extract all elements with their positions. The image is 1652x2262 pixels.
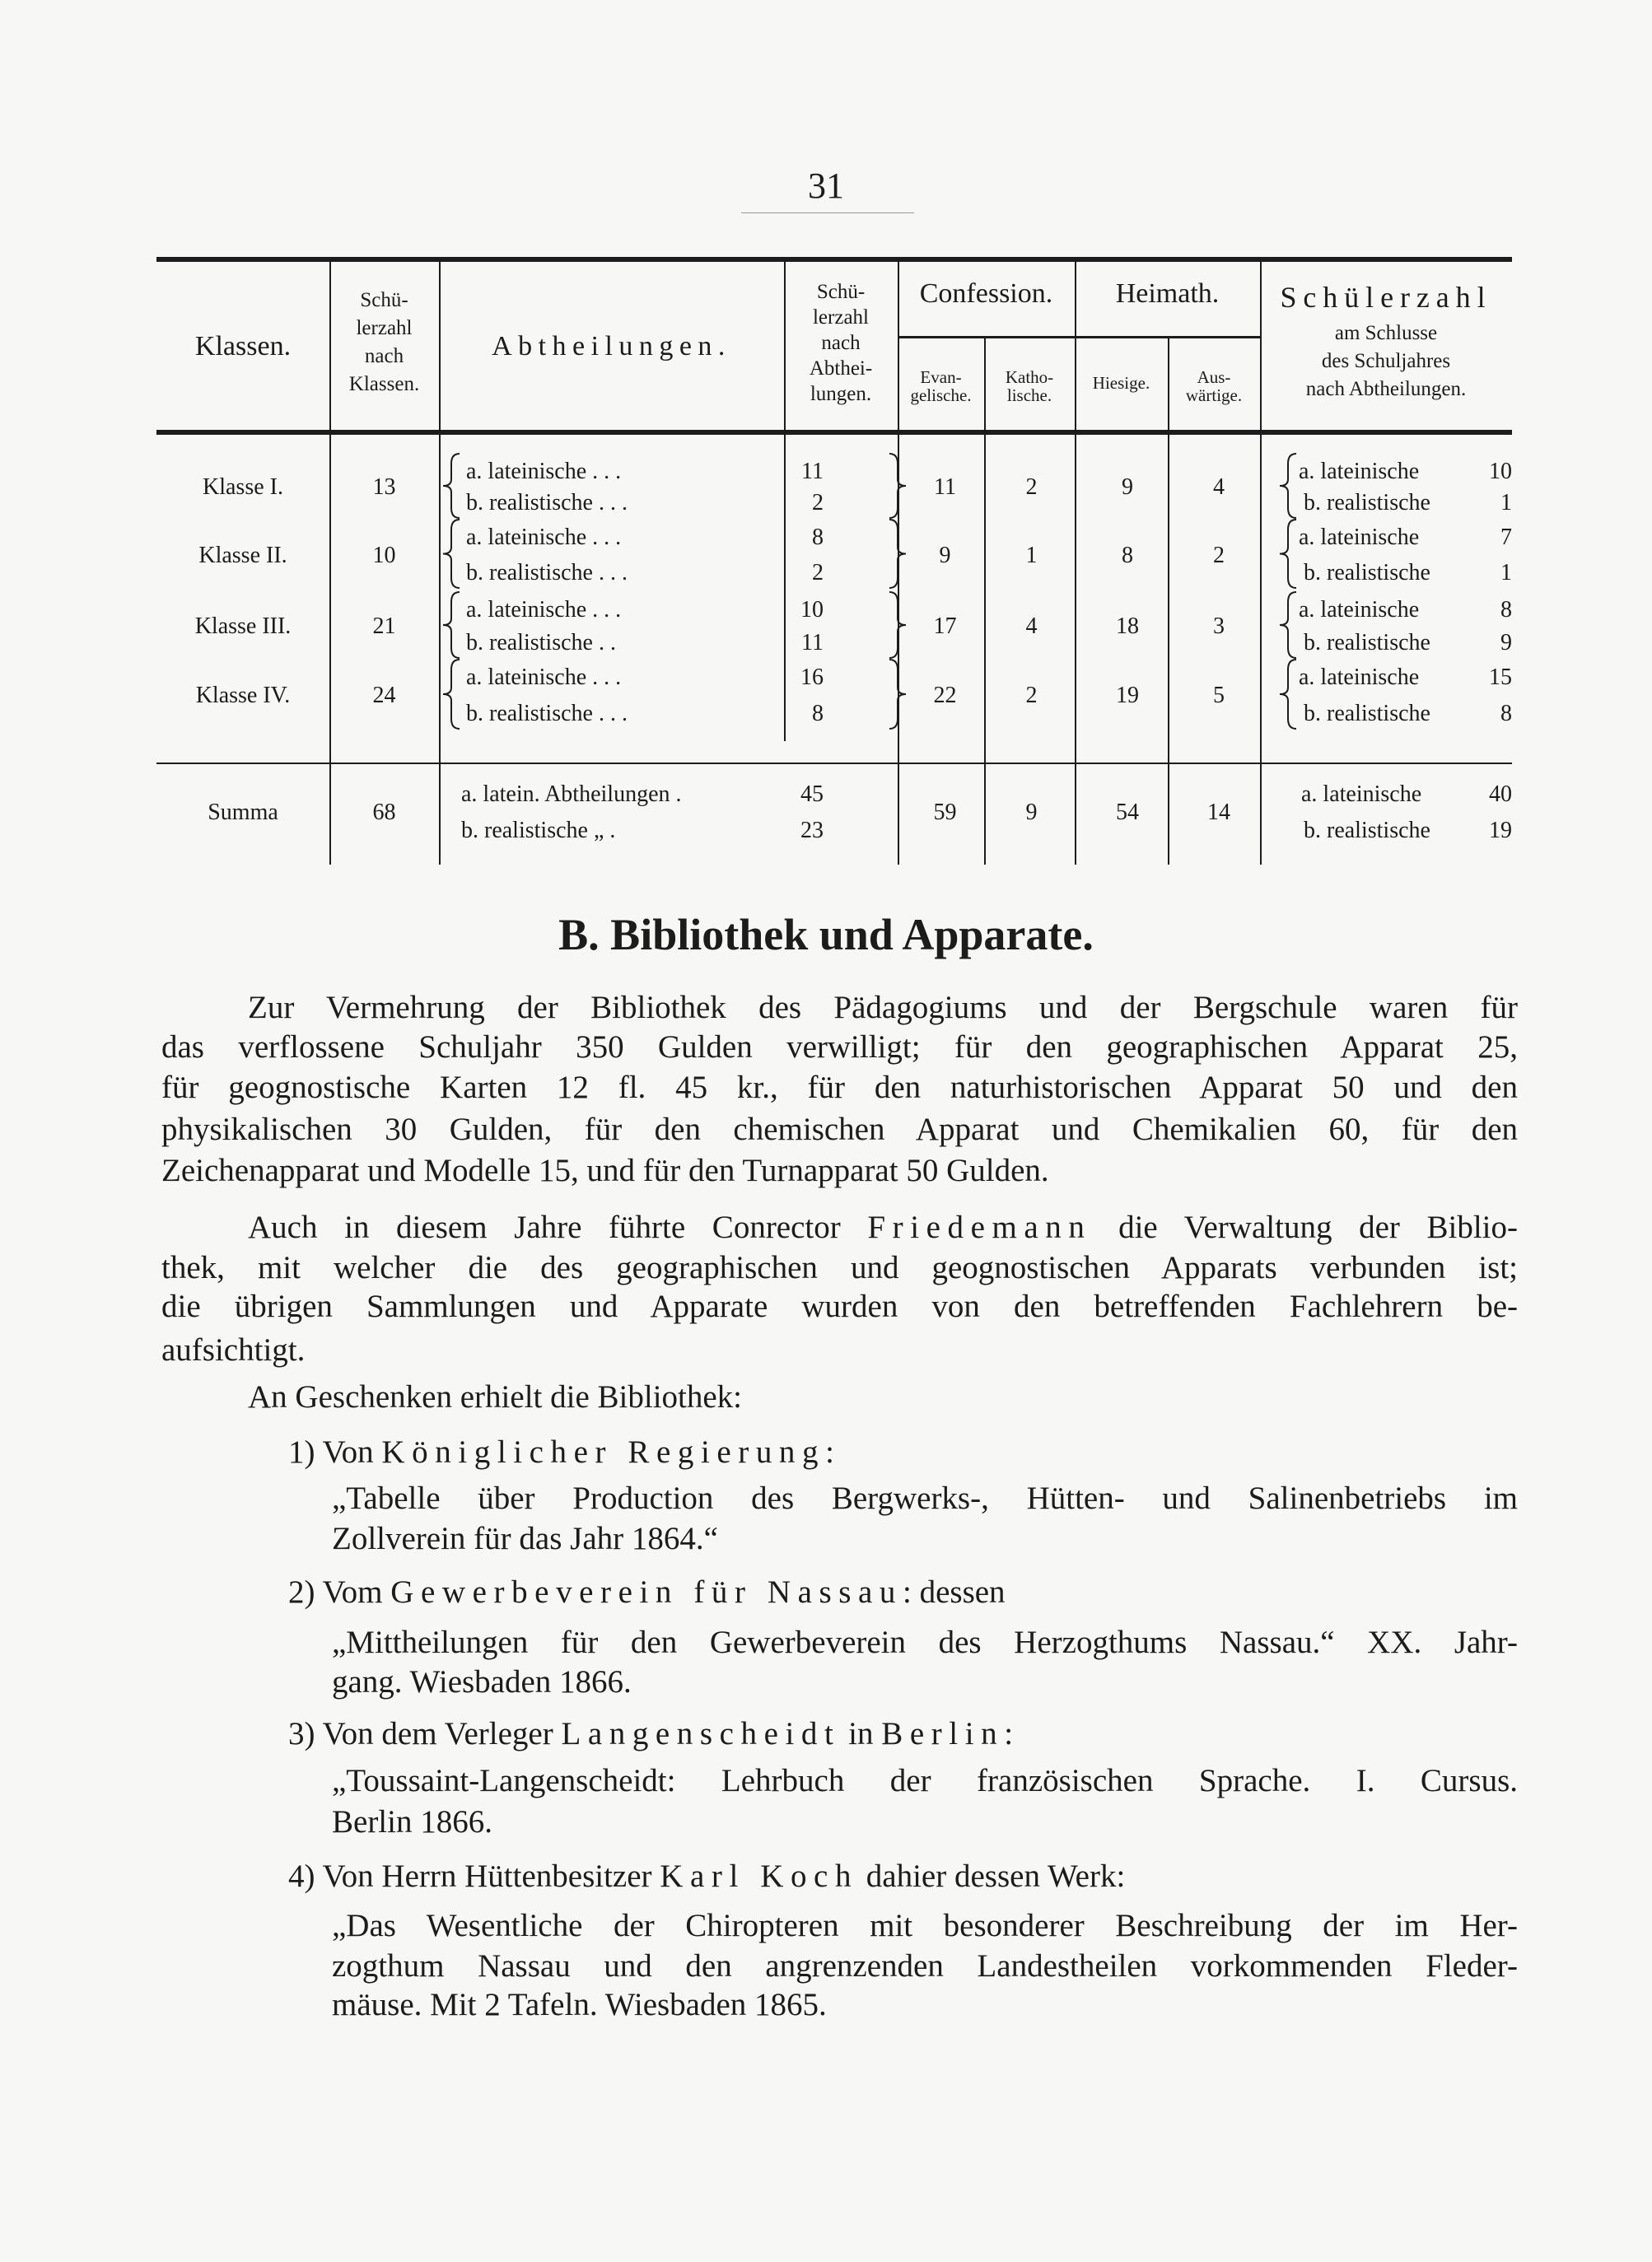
row-hiesige: 8 [1122, 542, 1133, 568]
end-brace [1280, 592, 1296, 658]
row-end-b-count: 19 [1489, 818, 1512, 843]
row-b-label: b. realistische . . . [466, 560, 628, 585]
text-line [248, 990, 1518, 1026]
spaced-name: Langenscheidt [561, 1716, 841, 1751]
row-b-count: 11 [801, 630, 824, 655]
row-katholische: 2 [1025, 683, 1038, 708]
abtheilung-brace [889, 660, 906, 729]
row-total: 24 [372, 683, 396, 708]
row-hiesige: 18 [1116, 613, 1139, 639]
text-line [248, 1379, 742, 1415]
text-segment: „Tabelle über Production des Bergwerks-, Hütten- und Salinenbetriebs im [332, 1481, 1518, 1516]
section-title: B. Bibliothek und Apparate. [558, 910, 1094, 959]
header-schuelerzahl-klassen: Klassen. [348, 373, 420, 395]
text-segment: für geognostische Karten 12 fl. 45 kr., für den naturhistorischen Apparat 50 und den [161, 1070, 1518, 1105]
row-end-a-count: 15 [1489, 665, 1512, 690]
end-brace [1280, 660, 1296, 729]
row-evangelische: 9 [939, 542, 951, 568]
row-end-b-count: 1 [1500, 490, 1512, 515]
text-segment: „Mittheilungen für den Gewerbeverein des Herzogthums Nassau.“ XX. Jahr- [332, 1625, 1518, 1660]
row-hiesige: 19 [1116, 683, 1139, 708]
row-end-b: b. realistische [1304, 560, 1430, 585]
row-a-label: a. lateinische . . . [466, 597, 622, 623]
text-segment: das verflossene Schuljahr 350 Gulden verwilligt; für den geographischen Apparat 25, [161, 1029, 1518, 1065]
row-a-label: a. latein. Abtheilungen . [461, 781, 682, 807]
text-line [161, 1112, 1518, 1148]
spaced-name: Karl Koch [660, 1859, 859, 1894]
header-auswaertige: wärtige. [1185, 385, 1243, 405]
text-line [332, 1664, 632, 1700]
text-line [161, 1332, 305, 1369]
text-segment: Zur Vermehrung der Bibliothek des Pädagogiums und der Bergschule waren für [248, 990, 1518, 1025]
row-evangelische: 17 [933, 613, 957, 639]
row-b-label: b. realistische . . . [466, 490, 628, 515]
text-segment: thek, mit welcher die des geographischen und geognostischen Apparats verbunden ist; [161, 1250, 1518, 1285]
header-klassen: Klassen. [194, 331, 292, 361]
page-number: 31 [808, 166, 844, 206]
text-line [288, 1716, 1013, 1752]
text-segment: 3) Von dem Verleger [288, 1716, 562, 1751]
row-auswaertige: 4 [1213, 474, 1225, 500]
row-a-count: 11 [801, 459, 824, 484]
row-b-label: b. realistische . . [466, 630, 616, 655]
text-segment: mäuse. Mit 2 Tafeln. Wiesbaden 1865. [332, 1987, 827, 2022]
text-line [161, 1250, 1518, 1286]
text-segment: dahier dessen Werk: [858, 1859, 1126, 1894]
text-line [332, 1908, 1518, 1944]
text-segment: 2) Vom [288, 1574, 391, 1610]
row-a-count: 16 [800, 665, 824, 690]
row-total: 10 [372, 542, 396, 568]
text-segment: 1) Von [288, 1434, 382, 1470]
header-katholische: Katho- [1005, 367, 1054, 387]
row-evangelische: 11 [934, 474, 956, 500]
row-evangelische: 59 [933, 800, 957, 825]
row-b-label: b. realistische . . . [466, 701, 628, 726]
row-end-b: b. realistische [1304, 701, 1430, 726]
header-schuelerzahl-abtheilungen: Schü- [816, 281, 866, 303]
row-end-a-count: 40 [1489, 781, 1512, 807]
text-line [332, 1521, 718, 1557]
text-line [161, 1070, 1518, 1106]
row-total: 21 [372, 613, 396, 639]
row-b-label: b. realistische „ . [461, 818, 616, 843]
text-segment: : [1004, 1716, 1014, 1751]
row-a-count: 45 [800, 781, 824, 807]
row-auswaertige: 14 [1207, 800, 1230, 825]
row-total: 68 [372, 800, 396, 825]
row-end-b-count: 8 [1500, 701, 1512, 726]
row-a-count: 10 [800, 597, 824, 623]
header-schuelerzahl-abtheilungen: lungen. [810, 383, 872, 405]
text-segment: in [840, 1716, 882, 1751]
text-line [161, 1029, 1518, 1066]
text-line [332, 1804, 492, 1840]
end-brace [1280, 454, 1296, 518]
row-a-label: a. lateinische . . . [466, 525, 622, 550]
row-a-count: 8 [812, 525, 824, 550]
row-b-count: 23 [800, 818, 824, 843]
text-line [288, 1859, 1125, 1895]
row-end-a-count: 10 [1489, 459, 1512, 484]
row-end-a: a. lateinische [1299, 525, 1420, 550]
end-brace [1280, 520, 1296, 588]
row-katholische: 9 [1025, 800, 1038, 825]
text-segment: Zeichenapparat und Modelle 15, und für den Turnapparat 50 Gulden. [161, 1153, 1049, 1188]
table-braces [0, 0, 1652, 906]
row-klasse: Klasse IV. [195, 683, 291, 708]
text-line [161, 1289, 1518, 1325]
row-end-b: b. realistische [1304, 818, 1430, 843]
row-katholische: 4 [1025, 613, 1038, 639]
spaced-name: Friedemann [867, 1210, 1092, 1245]
row-b-count: 2 [812, 490, 824, 515]
abtheilung-brace [889, 592, 906, 658]
header-schuelerzahl-abtheilungen: nach [821, 332, 861, 354]
row-hiesige: 9 [1122, 474, 1133, 500]
row-klasse: Klasse III. [194, 613, 292, 639]
text-segment: aufsichtigt. [161, 1332, 306, 1368]
text-segment: zogthum Nassau und den angrenzenden Landestheilen vorkommenden Fleder- [332, 1948, 1518, 1984]
row-end-a: a. lateinische [1299, 459, 1420, 484]
text-line [332, 1625, 1518, 1661]
row-end-a: a. lateinische [1301, 781, 1422, 807]
abtheilung-brace [889, 454, 906, 518]
row-a-label: a. lateinische . . . [466, 459, 622, 484]
row-evangelische: 22 [933, 683, 957, 708]
row-klasse: Klasse II. [198, 542, 287, 568]
class-brace [443, 660, 460, 729]
header-katholische: lische. [1006, 385, 1052, 405]
text-segment: gang. Wiesbaden 1866. [332, 1664, 632, 1700]
header-schluss-sub: des Schuljahres [1321, 350, 1451, 372]
text-segment: Zollverein für das Jahr 1864.“ [332, 1521, 718, 1556]
text-segment: „Das Wesentliche der Chiropteren mit besonderer Beschreibung der im Her- [332, 1908, 1518, 1943]
header-schluss-sub: am Schlusse [1334, 322, 1438, 344]
text-segment: Berlin 1866. [332, 1804, 492, 1840]
abtheilung-brace [889, 520, 906, 588]
text-line [332, 1987, 827, 2023]
text-segment: die übrigen Sammlungen und Apparate wurden von den betreffenden Fachlehrern be- [161, 1289, 1518, 1324]
text-segment: : [825, 1434, 834, 1470]
header-heimath: Heimath. [1115, 278, 1220, 309]
header-hiesige: Hiesige. [1092, 373, 1150, 393]
text-line [332, 1948, 1518, 1984]
header-schuelerzahl-abtheilungen: Abthei- [809, 357, 873, 380]
spaced-name: Berlin [881, 1716, 1005, 1751]
text-segment: An Geschenken erhielt die Bibliothek: [248, 1379, 743, 1415]
text-segment: 4) Von Herrn Hüttenbesitzer [288, 1859, 660, 1894]
text-segment: die Verwaltung der Biblio- [1091, 1210, 1518, 1245]
class-brace [443, 520, 460, 588]
header-schuelerzahl-klassen: lerzahl [356, 317, 413, 339]
row-auswaertige: 3 [1213, 613, 1225, 639]
text-line [288, 1434, 834, 1471]
row-end-b-count: 1 [1500, 560, 1512, 585]
row-klasse: Klasse I. [203, 474, 283, 500]
header-schuelerzahl-klassen: nach [364, 345, 404, 367]
text-line [332, 1481, 1518, 1517]
row-b-count: 2 [812, 560, 824, 585]
text-segment: Auch in diesem Jahre führte Conrector [248, 1210, 868, 1245]
header-confession: Confession. [919, 278, 1053, 309]
row-katholische: 2 [1025, 474, 1038, 500]
row-end-a-count: 8 [1500, 597, 1512, 623]
class-brace [443, 592, 460, 658]
text-segment: : dessen [903, 1574, 1006, 1610]
row-end-a-count: 7 [1500, 525, 1512, 550]
row-end-a: a. lateinische [1299, 665, 1420, 690]
text-line [248, 1210, 1518, 1246]
text-segment: physikalischen 30 Gulden, für den chemischen Apparat und Chemikalien 60, für den [161, 1112, 1518, 1147]
row-katholische: 1 [1025, 542, 1038, 568]
row-auswaertige: 2 [1213, 542, 1225, 568]
text-line [332, 1763, 1518, 1799]
header-schuelerzahl-schluss: Schülerzahl [1280, 281, 1492, 314]
text-line [288, 1574, 1006, 1611]
row-total: 13 [372, 474, 396, 500]
row-hiesige: 54 [1116, 800, 1139, 825]
header-auswaertige: Aus- [1197, 367, 1231, 387]
row-auswaertige: 5 [1213, 683, 1225, 708]
header-evangelische: gelische. [910, 385, 972, 405]
row-end-a: a. lateinische [1299, 597, 1420, 623]
row-klasse: Summa [208, 800, 278, 825]
header-evangelische: Evan- [920, 367, 962, 387]
row-end-b: b. realistische [1304, 630, 1430, 655]
row-end-b: b. realistische [1304, 490, 1430, 515]
header-schluss-sub: nach Abtheilungen. [1305, 378, 1467, 400]
spaced-name: Königlicher Regierung [381, 1434, 826, 1470]
row-end-b-count: 9 [1500, 630, 1512, 655]
header-schuelerzahl-klassen: Schü- [360, 289, 408, 311]
row-a-label: a. lateinische . . . [466, 665, 622, 690]
text-segment: „Toussaint-Langenscheidt: Lehrbuch der französischen Sprache. I. Cursus. [332, 1763, 1518, 1798]
class-brace [443, 454, 460, 518]
header-abtheilungen: Abtheilungen. [492, 331, 731, 361]
spaced-name: Gewerbeverein für Nassau [390, 1574, 903, 1610]
row-b-count: 8 [812, 701, 824, 726]
text-line [161, 1153, 1049, 1189]
header-schuelerzahl-abtheilungen: lerzahl [812, 306, 869, 329]
